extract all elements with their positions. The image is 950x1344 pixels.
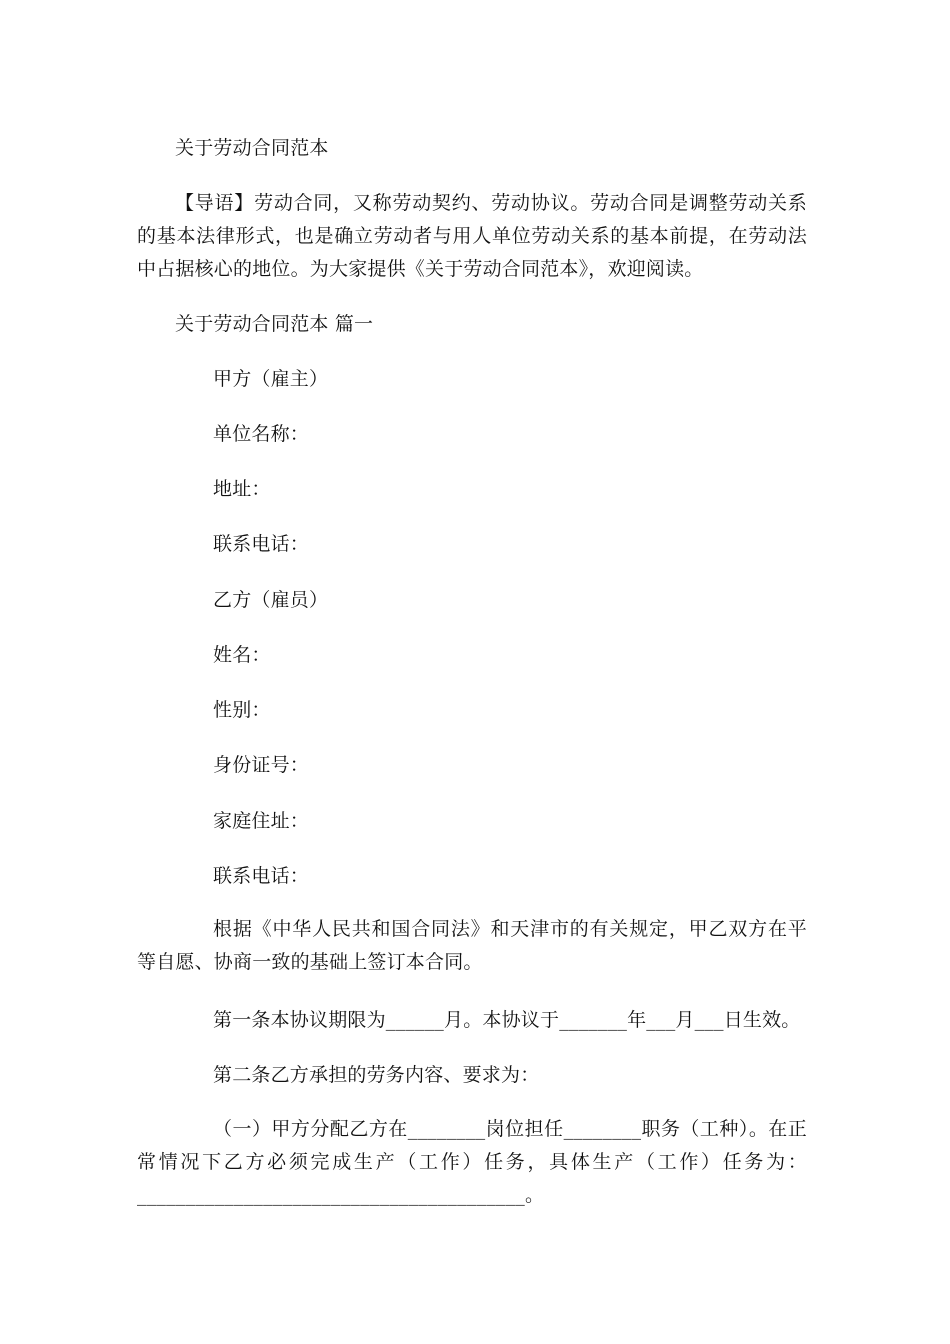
field-id-number: 身份证号： xyxy=(213,754,310,776)
field-phone-a: 联系电话： xyxy=(213,533,310,555)
clause-2-1-paragraph: （一）甲方分配乙方在________岗位担任________职务（工种）。在正常情况下乙方必须完成生产（工作）任务，具体生产（工作）任务为：________________________________________。 xyxy=(137,1118,807,1206)
field-name: 姓名： xyxy=(213,644,271,666)
document-title: 关于劳动合同范本 xyxy=(175,137,329,159)
clause-basis-paragraph: 根据《中华人民共和国合同法》和天津市的有关规定，甲乙双方在平等自愿、协商一致的基础上签订本合同。 xyxy=(137,918,807,973)
section-title: 关于劳动合同范本 篇一 xyxy=(175,313,374,335)
field-address: 地址： xyxy=(213,478,271,500)
clause-2: 第二条乙方承担的劳务内容、要求为： xyxy=(213,1064,540,1086)
clause-1: 第一条本协议期限为______月。本协议于_______年___月___日生效。 xyxy=(213,1009,801,1031)
field-phone-b: 联系电话： xyxy=(213,865,310,887)
field-party-b: 乙方（雇员） xyxy=(213,589,329,611)
intro-paragraph: 【导语】劳动合同，又称劳动契约、劳动协议。劳动合同是调整劳动关系的基本法律形式，也是确立劳动者与用人单位劳动关系的基本前提，在劳动法中占据核心的地位。为大家提供《关于劳动合同范本》，欢迎阅读。 xyxy=(137,192,807,280)
field-home-address: 家庭住址： xyxy=(213,810,310,832)
field-company-name: 单位名称： xyxy=(213,423,310,445)
field-gender: 性别： xyxy=(213,699,271,721)
field-party-a: 甲方（雇主） xyxy=(213,368,329,390)
